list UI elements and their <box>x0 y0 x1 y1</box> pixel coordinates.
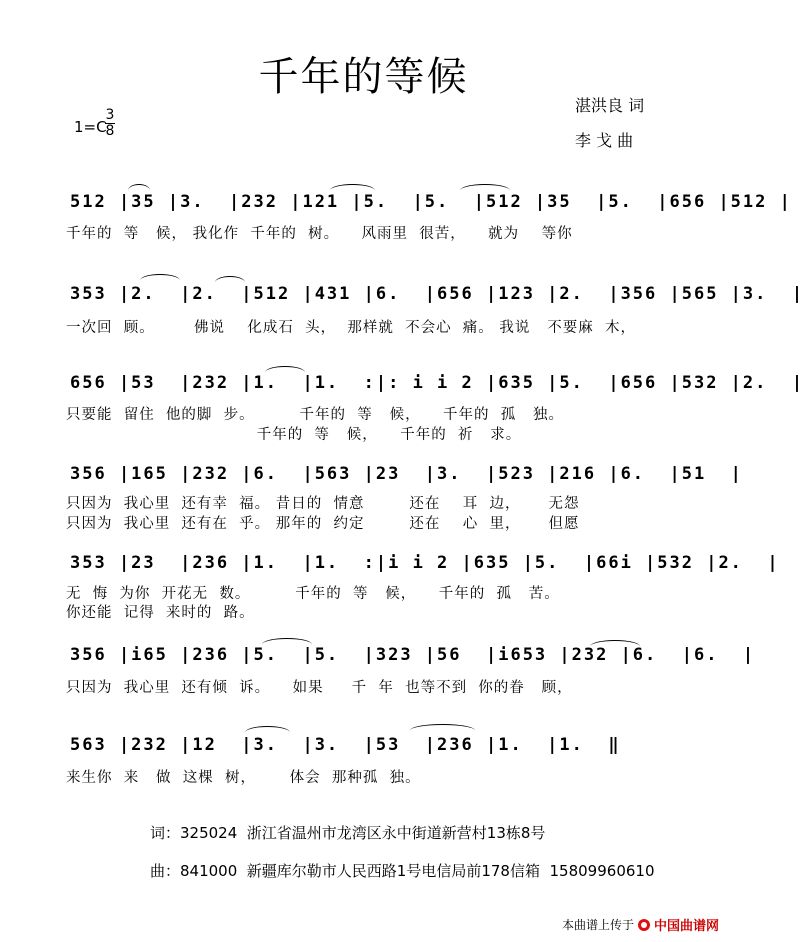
lyric-line-3b: 千年的 等 候， 千年的 祈 求。 <box>66 427 522 443</box>
site-name[interactable]: 中国曲谱网 <box>653 919 719 934</box>
composer-address: 曲：841000 新疆库尔勒市人民西路1号电信局前178信箱 15809960610 <box>150 862 655 880</box>
lyric-line-7: 来生你 来 做 这棵 树， 体会 那种孤 独。 <box>66 770 421 786</box>
score-line-2 <box>0 284 804 308</box>
slur-arc <box>140 274 180 287</box>
lyric-line-4a: 只因为 我心里 还有幸 福。 昔日的 情意 还在 耳 边， 无怨 <box>66 496 580 512</box>
upload-text: 本曲谱上传于 <box>561 918 634 932</box>
lyric-line-6: 只因为 我心里 还有倾 诉。 如果 千 年 也等不到 你的眷 顾， <box>66 680 573 696</box>
notes-line-4: 356 |165 |232 |6. |563 |23 |3. |523 |216 |6. |51 | <box>70 464 743 484</box>
score-line-4 <box>0 464 743 488</box>
time-sig-top: 3 <box>105 107 115 123</box>
slur-arc <box>215 276 245 289</box>
key-signature: 1=C <box>74 118 107 136</box>
lyricist-address: 词：325024 浙江省温州市龙湾区永中街道新营村13栋8号 <box>150 824 546 842</box>
time-sig-bottom: 8 <box>105 123 115 139</box>
lyric-line-4b: 只因为 我心里 还有在 乎。 那年的 约定 还在 心 里， 但愿 <box>66 516 580 532</box>
score-line-3 <box>0 373 804 397</box>
lyric-line-1: 千年的 等 候， 我化作 千年的 树。 风雨里 很苦， 就为 等你 <box>66 226 573 242</box>
notes-line-3: 656 |53 |232 |1. |1. :|: i i 2 |635 |5. |656 |532 |2. | <box>70 373 804 393</box>
slur-arc <box>590 640 640 653</box>
slur-arc <box>330 184 375 197</box>
score-line-7 <box>0 735 727 759</box>
lyric-line-5a: 无 悔 为你 开花无 数。 千年的 等 候， 千年的 孤 苦。 <box>66 586 560 602</box>
slur-arc <box>128 184 150 197</box>
slur-arc <box>460 184 510 197</box>
score-line-5 <box>0 553 780 577</box>
notes-line-1: 512 |35 |3. |232 |121 |5. |5. |512 |35 |5. |656 |512 | <box>70 192 792 212</box>
slur-arc <box>245 726 290 739</box>
page-title: 千年的等候 <box>258 54 469 100</box>
site-logo-icon <box>638 919 650 931</box>
time-signature <box>105 108 115 139</box>
composer-credit: 李 戈 曲 <box>575 131 634 150</box>
notes-line-5: 353 |23 |236 |1. |1. :|i i 2 |635 |5. |66i |532 |2. | <box>70 553 780 573</box>
slur-arc <box>262 638 312 651</box>
lyric-line-5b: 你还能 记得 来时的 路。 <box>66 605 255 621</box>
lyric-line-2: 一次回 顾。 佛说 化成石 头， 那样就 不会心 痛。 我说 不要麻 木， <box>66 320 636 336</box>
upload-credit <box>562 915 719 934</box>
notes-line-2: 353 |2. |2. |512 |431 |6. |656 |123 |2. |356 |565 |3. | <box>70 284 804 304</box>
notes-line-6: 356 |i65 |236 |5. |5. |323 |56 |i653 |232 |6. |6. | <box>70 645 756 665</box>
notes-line-7: 563 |232 |12 |3. |3. |53 |236 |1. |1. ‖ <box>70 735 621 755</box>
slur-arc <box>410 724 475 737</box>
slur-arc <box>265 366 305 379</box>
lyric-line-3a: 只要能 留住 他的脚 步。 千年的 等 候， 千年的 孤 独。 <box>66 407 565 423</box>
lyricist-credit: 湛洪良 词 <box>575 96 645 115</box>
